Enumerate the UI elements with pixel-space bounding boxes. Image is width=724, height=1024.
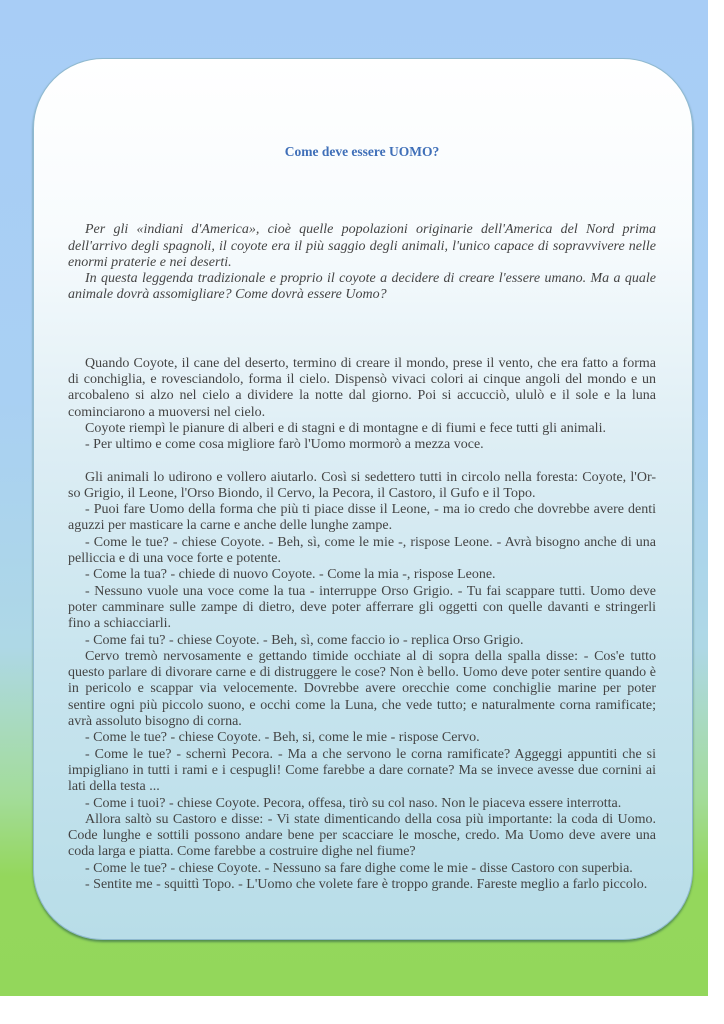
paragraph: - Come la tua? - chiede di nuovo Coyote. - Come la mia -, rispose Leone. — [85, 567, 496, 583]
story-section-2 — [68, 470, 656, 894]
paragraph: - Nessuno vuole una voce come la tua - interruppe Orso Grigio. - Tu fai scappare tutti. Uomo deve poter camminare sulle zampe di dietro, deve poter afferrare gli oggetti con quelle davanti e stringerli fino a schiacciarli. — [68, 583, 656, 632]
paragraph: - Per ultimo e come cosa migliore farò l'Uomo mormorò a mezza voce. — [85, 437, 484, 453]
paragraph: - Come le tue? - chiese Coyote. - Beh, si, come le mie - rispose Cervo. — [85, 730, 480, 746]
intro-paragraph: In questa leggenda tradizionale e proprio il coyote a decidere di creare l'essere umano. Ma a quale animale dovrà assomigliare? Come dovrà essere Uomo? — [68, 271, 656, 303]
intro-paragraph: Per gli «indiani d'America», cioè quelle popolazioni originarie dell'America del Nord prima dell'arrivo degli spagnoli, il coyote era il più saggio degli animali, l'unico capace di sopravvivere nelle enormi praterie e nei deserti. — [68, 222, 656, 270]
story-section-1 — [68, 356, 656, 454]
paragraph: - Puoi fare Uomo della forma che più ti piace disse il Leone, - ma io credo che dovrebbe avere denti aguzzi per masticare la carne e anche delle lunghe zampe. — [68, 502, 656, 534]
paragraph: - Come fai tu? - chiese Coyote. - Beh, sì, come faccio io - replica Orso Grigio. — [85, 632, 524, 648]
document-body — [68, 144, 656, 893]
paragraph: Allora saltò su Castoro e disse: - Vi state dimenticando della cosa più importante: la coda di Uomo. Code lunghe e sottili possono andare bene per scacciare le mosche, credo. Ma Uomo deve avere una coda larga e piatta. Come farebbe a costruire dighe nel fiume? — [68, 811, 656, 860]
paragraph: - Come le tue? - schernì Pecora. - Ma a che servono le corna ramificate? Aggeggi appuntiti che si impigliano in tutti i rami e i cespugli! Come farebbe a dare cornate? Ma se invece avesse due cornini ai lati della testa ... — [68, 746, 656, 795]
paragraph: - Come i tuoi? - chiese Coyote. Pecora, offesa, tirò su col naso. Non le piaceva essere interrotta. — [85, 795, 622, 811]
paragraph: - Come le tue? - chiese Coyote. - Nessuno sa fare dighe come le mie - disse Castoro con superbia. — [85, 860, 633, 876]
paragraph: Cervo tremò nervosamente e gettando timide occhiate al di sopra della spalla disse: - Cos'e tutto questo parlare di divorare carne e di distruggere le cose? Non è bello. Uomo deve poter sentire quando è in pericolo e scappar via velocemente. Dovrebbe avere orecchie come conchiglie marine per poter sentire ogni più piccolo suono, e occhi come la Luna, che vede tutto; e naturalmente corna ramificate; avrà assoluto bisogno di corna. — [68, 648, 656, 730]
paragraph: - Sentite me - squittì Topo. - L'Uomo che volete fare è troppo grande. Fareste meglio a farlo piccolo. — [85, 876, 648, 892]
paragraph: - Come le tue? - chiese Coyote. - Beh, sì, come le mie -, rispose Leone. - Avrà bisogno anche di una pelliccia e di una voce forte e potente. — [68, 534, 656, 567]
paragraph: Coyote riempì le pianure di alberi e di stagni e di montagne e di fiumi e fece tutti gli animali. — [85, 420, 606, 436]
paragraph: Quando Coyote, il cane del deserto, termino di creare il mondo, prese il vento, che era fatto a forma di conchiglia, e rovesciandolo, forma il cielo. Dispensò vivaci colori ai cinque angoli del mondo e un arcobaleno si alzo nel cielo a dividere la notte dal giorno. Poi si accucciò, ululò e il sole e la luna cominciarono a muoversi nel cielo. — [68, 355, 656, 420]
paragraph: Gli animali lo udirono e vollero aiutarlo. Così si sedettero tutti in circolo nella foresta: Coyote, l'Or-so Grigio, il Leone, l'Orso Biondo, il Cervo, la Pecora, il Castoro, il Gufo e il Topo. — [68, 469, 656, 501]
intro-section — [68, 222, 656, 303]
page-title: Come deve essere UOMO? — [284, 144, 440, 159]
